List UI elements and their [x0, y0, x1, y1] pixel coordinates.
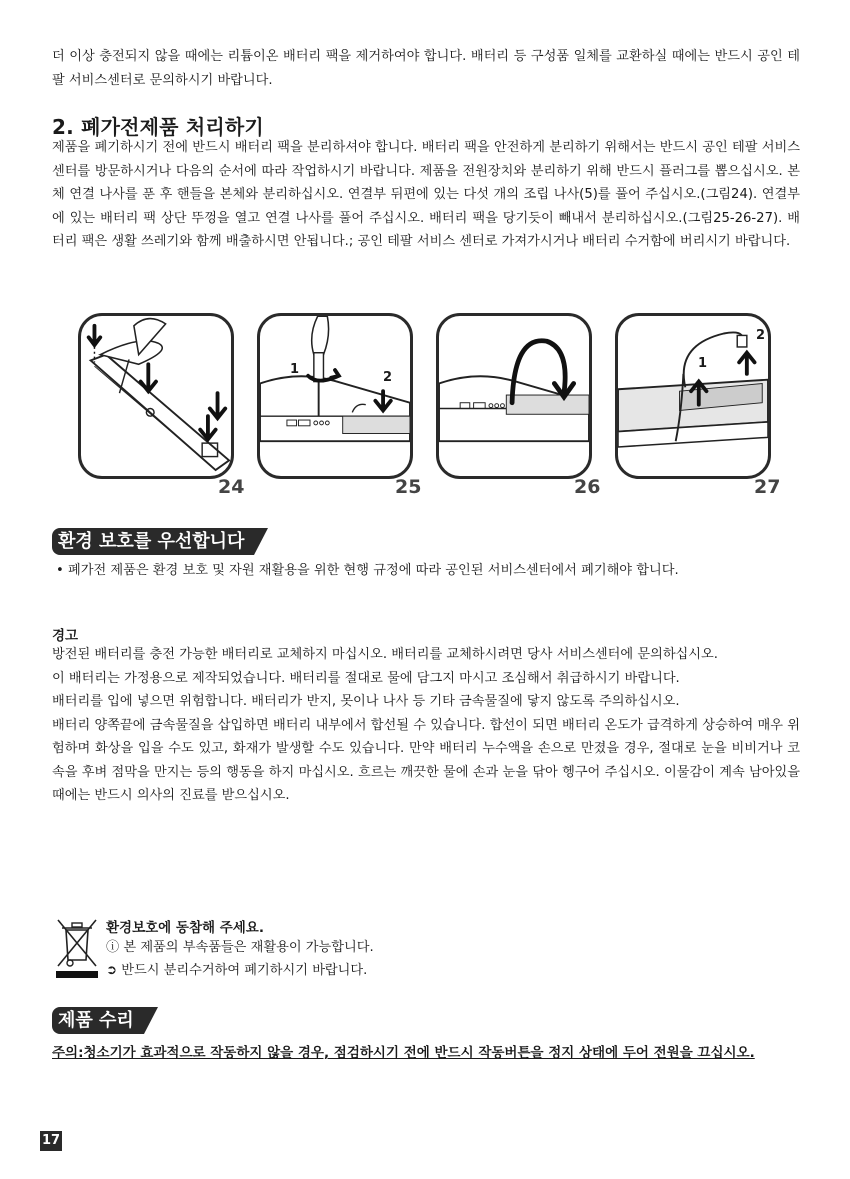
figure-26: [436, 313, 592, 479]
intro-paragraph: 더 이상 충전되지 않을 때에는 리튬이온 배터리 팩을 제거하여야 합니다. 배터리 등 구성품 일체를 교환하실 때에는 반드시 공인 테팔 서비스센터로 문의하시기 바랍니다.: [52, 49, 800, 88]
figure-24: [78, 313, 234, 479]
warning-paragraph: 배터리 양쪽끝에 금속물질을 삽입하면 배터리 내부에서 합선될 수 있습니다. 합선이 되면 배터리 온도가 급격하게 상승하여 매우 위험하며 화상을 입을 수도 있고, 화재가 발생할 수도 있습니다. 만약 배터리 누수액을 손으로 만졌을 경우, 절대로 눈을 비비거나 코 속을 후벼 점막을 만지는 등의 행동을 하지 마십시오. 흐르는 깨끗한 물에 손과 눈을 닦아 헹구어 주십시오. 이물감이 계속 남아있을 때에는 반드시 의사의 진료를 받으십시오.: [52, 717, 800, 803]
repair-notice: 주의:청소기가 효과적으로 작동하지 않을 경우, 점검하시기 전에 반드시 작동버튼을 정지 상태에 두어 전원을 끄십시오.: [52, 1045, 755, 1061]
page-number: 17: [40, 1131, 62, 1151]
disposal-paragraph: 제품을 폐기하시기 전에 반드시 배터리 팩을 분리하셔야 합니다. 배터리 팩을 안전하게 분리하기 위해서는 반드시 공인 테팔 서비스 센터를 방문하시거나 다음의 순서에 따라 작업하시기 바랍니다. 제품을 전원장치와 분리하기 위해 반드시 플러그를 뽑으십시오. 본체 연결 나사를 푼 후 핸들을 본체와 분리하십시오. 연결부 뒤편에 있는 다섯 개의 조립 나사(5)를 풀어 주십시오.(그림24). 연결부에 있는 배터리 팩 상단 뚜껑을 열고 연결 나사를 풀어 주십시오. 배터리 팩을 당기듯이 빼내서 분리하십시오.(그림25-26-27). 배터리 팩은 생활 쓰레기와 함께 배출하시면 안됩니다.; 공인 테팔 서비스 센터로 가져가시거나 배터리 수거함에 버리시기 바랍니다.: [52, 140, 800, 249]
warning-paragraph: 이 배터리는 가정용으로 제작되었습니다. 배터리를 절대로 물에 담그지 마시고 조심해서 취급하시기 바랍니다.: [52, 670, 680, 686]
warning-text: [52, 643, 800, 808]
environment-bullet-text: 폐가전 제품은 환경 보호 및 자원 재활용을 위한 현행 규정에 따라 공인된 서비스센터에서 폐기해야 합니다.: [67, 563, 679, 578]
warning-title: 경고: [52, 628, 79, 644]
figure-25-illustration: [260, 316, 410, 476]
figure-25-step-1-label: 1: [290, 362, 300, 377]
disposal-heading: 2. 폐가전제품 처리하기: [52, 115, 264, 139]
info-circle-icon: ⓘ: [106, 940, 120, 955]
figure-27-step-2-label: 2: [756, 328, 766, 343]
repair-section-tag: 제품 수리: [52, 1007, 144, 1034]
recycle-notice-line-2: ➲ 반드시 분리수거하여 폐기하시기 바랍니다.: [106, 963, 368, 978]
figure-25-number: 25: [395, 476, 422, 498]
figure-27-illustration: [618, 316, 768, 476]
arrow-circle-icon: ➲: [106, 963, 118, 978]
environment-section-tag: 환경 보호를 우선합니다: [52, 528, 254, 555]
environment-bullet: • 폐가전 제품은 환경 보호 및 자원 재활용을 위한 현행 규정에 따라 공인된 서비스센터에서 폐기해야 합니다.: [56, 563, 679, 578]
figure-26-number: 26: [574, 476, 601, 498]
warning-paragraph: 배터리를 입에 넣으면 위험합니다. 배터리가 반지, 못이나 나사 등 기타 금속물질에 닿지 않도록 주의하십시오.: [52, 694, 680, 709]
figure-24-number: 24: [218, 476, 245, 498]
figure-26-illustration: [439, 316, 589, 476]
recycle-notice-title: 환경보호에 동참해 주세요.: [106, 920, 264, 936]
figure-27: [615, 313, 771, 479]
figure-27-number: 27: [754, 476, 781, 498]
crossed-out-wheelie-bin-icon: [56, 918, 98, 980]
figure-row: [78, 313, 800, 503]
figure-25-step-2-label: 2: [383, 370, 393, 385]
recycle-notice-line-1: ⓘ 본 제품의 부속품들은 재활용이 가능합니다.: [106, 940, 374, 955]
figure-24-illustration: [81, 316, 231, 476]
figure-27-step-1-label: 1: [698, 356, 708, 371]
figure-25: [257, 313, 413, 479]
recycle-notice: [56, 918, 656, 984]
warning-paragraph: 방전된 배터리를 충전 가능한 배터리로 교체하지 마십시오. 배터리를 교체하시려면 당사 서비스센터에 문의하십시오.: [52, 647, 718, 662]
